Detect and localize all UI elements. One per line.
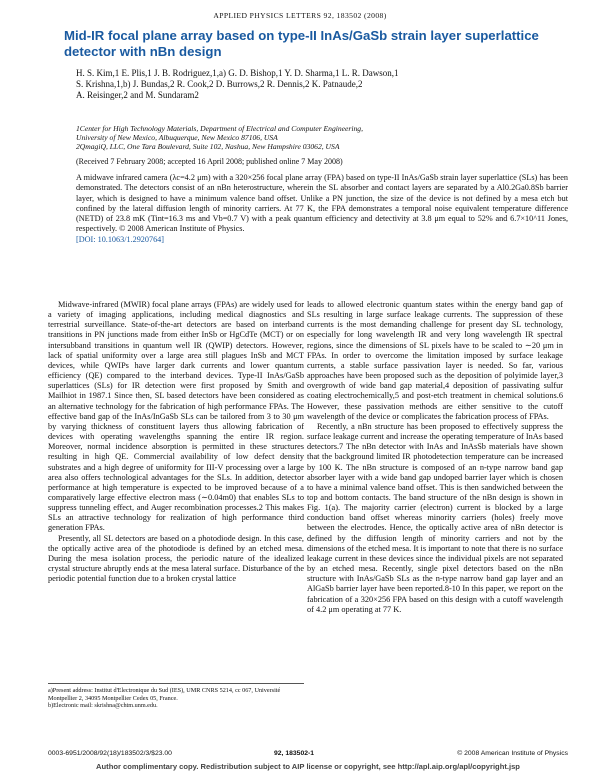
authors-line-1: H. S. Kim,1 E. Plis,1 J. B. Rodriguez,1,a) G. D. Bishop,1 Y. D. Sharma,1 L. R. Dawson,1: [76, 68, 399, 78]
left-paragraph-1: Midwave-infrared (MWIR) focal plane arrays (FPAs) are widely used for a variety of imaging applications, including medical diagnostics and terrestrial surveillance. State-of-the-art detectors are based on interband transitions in PN junctions made from either InSb or HgCdTe (MCT) or on intersubband transitions in quantum well IR (QWIP) detectors. However, lack of spatial uniformity over a large area still plagues InSb and MCT devices, while QWIPs have larger dark currents and lower quantum efficiency (QE) compared to the interband devices. Type-II InAs/GaSb superlattices (SLs) for IR detection were first proposed by Smith and Mailhiot in 1987.1 Since then, SL based detectors have been considered as an alternative technology for the fabrication of high performance FPAs. The effective band gap of the InAs/InGaSb SLs can be tailored from 3 to 30 μm by varying thickness of constituent layers thus allowing fabrication of devices with operating wavelengths spanning the entire IR region. Moreover, normal incidence absorption is permitted in these structures resulting in high QE. Commercial availability of low defect density substrates and a high degree of uniformity for III-V processing over a large area also offers technological advantages for the SLs. In addition, detector performance at high temperature is expected to be improved because of a comparatively large effective electron mass (∼0.04m0) that enables SLs to suppress tunneling effect, and Auger recombination processes.2 This makes SLs an attractive technology for realization of high performance third generation FPAs.: [48, 300, 304, 533]
abstract-text: A midwave infrared camera (λc=4.2 μm) with a 320×256 focal plane array (FPA) based on type-II InAs/GaSb strain layer superlattice (SLs) has been demonstrated. The detectors consist of an nBn heterostructure, wherein the SL absorber and contact layers are separated by a Al0.2Ga0.8Sb barrier layer, which is designed to have a minimum valence band offset. Unlike a PN junction, the size of the device is not defined by a mesa etch but confined by the lateral diffusion length of minority carriers. At 77 K, the FPA demonstrates a temporal noise equivalent temperature difference (NETD) of 23.8 mK (Tint=16.3 ms and Vb=0.7 V) with a peak quantum efficiency and detectivity at 3.8 μm equal to 52% and 6.7×10^11 Jones, respectively. © 2008 American Institute of Physics.: [76, 173, 568, 234]
right-paragraph-1: leads to allowed electronic quantum states within the energy band gap of SLs resulting in large surface leakage currents. The suppression of these currents is the most demanding challenge for present day SL technology, especially for long wavelength IR and very long wavelength IR spectral regions, since the dimensions of SL pixels have to be scaled to ∼20 μm in FPAs. In order to overcome the limitation imposed by surface leakage currents, a stable surface passivation layer is needed. So far, various approaches have been proposed such as the deposition of polyimide layer,3 overgrowth of wide band gap material,4 deposition of passivating sulfur coating electrochemically,5 and post-etch treatment in chemical solutions.6 However, these passivation methods are either sensitive to the cutoff wavelength of the device or complicates the fabrication process of FPAs.: [307, 300, 563, 421]
authors-line-3: A. Reisinger,2 and M. Sundaram2: [76, 90, 199, 100]
authors-line-2: S. Krishna,1,b) J. Bundas,2 R. Cook,2 D. Burrows,2 R. Dennis,2 K. Patnaude,2: [76, 79, 363, 89]
received-dates: (Received 7 February 2008; accepted 16 April 2008; published online 7 May 2008): [76, 157, 343, 166]
article-title: Mid-IR focal plane array based on type-II InAs/GaSb strain layer superlattice detector with nBn design: [64, 28, 539, 59]
right-paragraph-2: Recently, a nBn structure has been proposed to effectively suppress the surface leakage current and increase the operating temperature of InAs based detectors.7 The nBn detector with InAs and InAsSb materials have shown that the background limited IR photodetection temperature can be increased by 100 K. The nBn structure is composed of an n-type narrow band gap absorber layer with a wide band gap undoped barrier layer which is chosen to have a minimal valence band offset. This is then sandwiched between the top and bottom contacts. The band structure of the nBn design is shown in Fig. 1(a). The majority carrier (electron) current is blocked by a large conduction band offset whereas minority carriers (holes) freely move between the electrodes. Hence, the optically active area of nBn detector is defined by the diffusion length of minority carriers and not by the dimensions of the etched mesa. It is important to note that there is no surface leakage current in these devices since the individual pixels are not separated by an etched mesa. Recently, single pixel detectors based on the nBn structure with InAs/GaSb SLs as the n-type narrow band gap layer and an AlGaSb barrier layer have been reported.8-10 In this paper, we report on the fabrication of a 320×256 FPA based on this design with a cutoff wavelength of 4.2 μm operating at 77 K.: [307, 421, 563, 614]
doi-link[interactable]: [DOI: 10.1063/1.2920764]: [76, 234, 165, 244]
footer-issn: 0003-6951/2008/92(18)/183502/3/$23.00: [48, 750, 172, 757]
affiliations: [76, 124, 556, 152]
footnote-a: a)Present address: Institut d'Electronique du Sud (IES), UMR CNRS 5214, cc 067, Université Montpellier 2, 34095 Montpellier Cedex 05, France.: [48, 687, 281, 702]
footnotes: [48, 683, 304, 710]
running-head: APPLIED PHYSICS LETTERS 92, 183502 (2008): [213, 11, 387, 20]
copyright-banner: Author complimentary copy. Redistribution subject to AIP license or copyright, see http://apl.aip.org/apl/copyright.jsp: [96, 762, 520, 771]
author-list: [76, 68, 546, 101]
abstract: [76, 173, 568, 245]
affiliation-2: 2QmagiQ, LLC, One Tara Boulevard, Suite 102, Nashua, New Hampshire 03062, USA: [76, 142, 340, 152]
left-column: [48, 300, 304, 584]
footnote-b: b)Electronic mail: skrishna@chtm.unm.edu.: [48, 702, 158, 710]
left-paragraph-2: Presently, all SL detectors are based on a photodiode design. In this case, the optically active area of the photodiode is defined by an etched mesa. During the mesa isolation process, the periodic nature of the idealized crystal structure abruptly ends at the mesa lateral surface. Disturbance of the periodic potential function due to a broken crystal lattice: [48, 533, 304, 584]
footer-page-number: 92, 183502-1: [274, 750, 315, 757]
footer-copyright: © 2008 American Institute of Physics: [457, 750, 568, 757]
right-column: [307, 300, 563, 615]
affiliation-1a: 1Center for High Technology Materials, Department of Electrical and Computer Engineering,: [76, 124, 363, 133]
affiliation-1b: University of New Mexico, Albuquerque, New Mexico 87106, USA: [76, 133, 278, 143]
